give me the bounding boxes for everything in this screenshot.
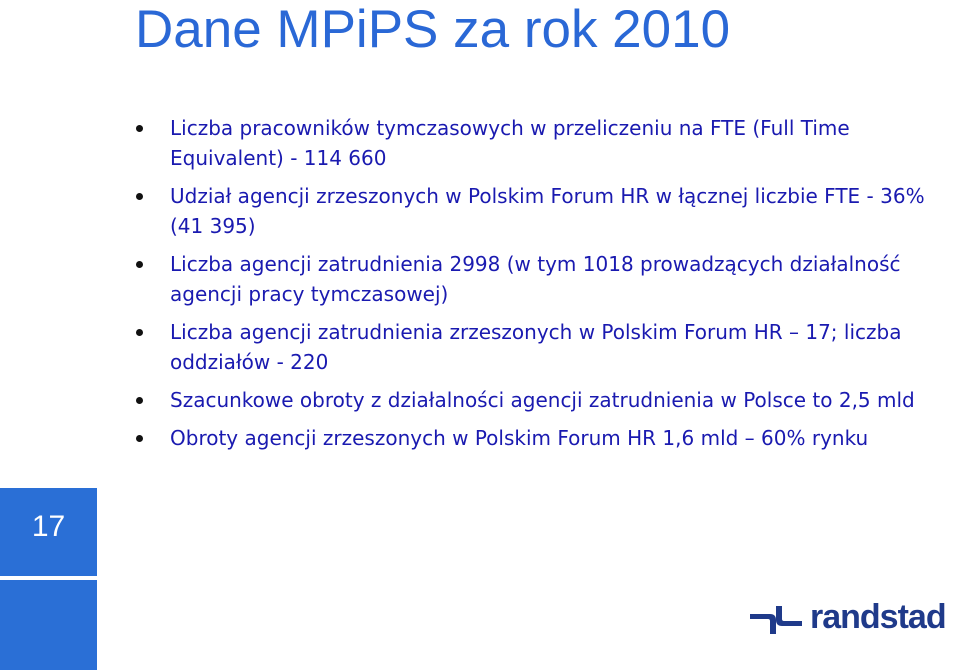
page-number-panel xyxy=(0,488,97,576)
bullet-icon xyxy=(136,125,143,132)
bullet-list xyxy=(132,113,932,461)
bullet-icon xyxy=(136,435,143,442)
randstad-logo-icon xyxy=(748,604,804,636)
bullet-item xyxy=(132,423,932,453)
logo-wordmark: randstad xyxy=(810,598,946,636)
bullet-text: Liczba pracowników tymczasowych w przeliczeniu na FTE (Full Time Equivalent) - 114 660 xyxy=(170,116,850,170)
bullet-icon xyxy=(136,397,143,404)
bullet-icon xyxy=(136,329,143,336)
randstad-logo xyxy=(748,598,948,642)
bullet-icon xyxy=(136,261,143,268)
side-bar-decoration xyxy=(0,580,97,670)
bullet-icon xyxy=(136,193,143,200)
slide-title: Dane MPiPS za rok 2010 xyxy=(135,0,731,59)
bullet-item xyxy=(132,181,932,241)
bullet-item xyxy=(132,113,932,173)
bullet-item xyxy=(132,317,932,377)
bullet-item xyxy=(132,385,932,415)
page-number: 17 xyxy=(31,510,66,543)
bullet-text: Szacunkowe obroty z działalności agencji zatrudnienia w Polsce to 2,5 mld xyxy=(170,388,915,412)
bullet-text: Liczba agencji zatrudnienia zrzeszonych w Polskim Forum HR – 17; liczba oddziałów - 220 xyxy=(170,320,902,374)
bullet-text: Udział agencji zrzeszonych w Polskim Forum HR w łącznej liczbie FTE - 36% (41 395) xyxy=(170,184,925,238)
bullet-text: Liczba agencji zatrudnienia 2998 (w tym 1018 prowadzących działalność agencji pracy tymczasowej) xyxy=(170,252,901,306)
bullet-text: Obroty agencji zrzeszonych w Polskim Forum HR 1,6 mld – 60% rynku xyxy=(170,426,869,450)
bullet-item xyxy=(132,249,932,309)
